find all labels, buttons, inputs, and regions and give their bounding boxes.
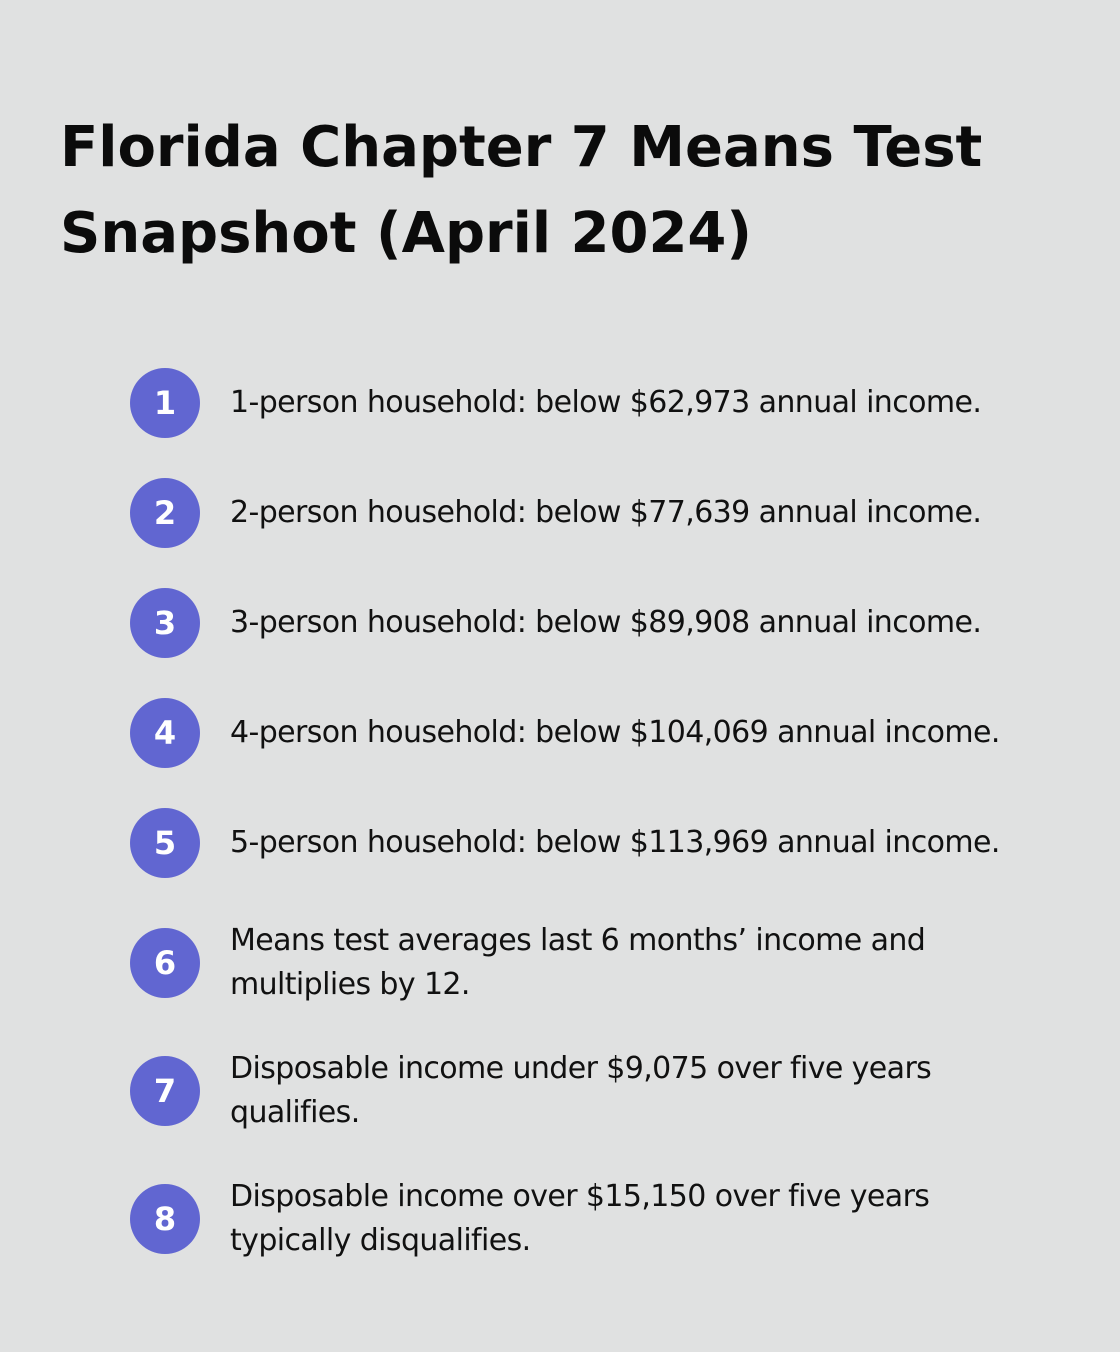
list-item-text: 1-person household: below $62,973 annual income. [230,385,982,420]
list-item-text: Means test averages last 6 months’ income and multiplies by 12. [230,923,926,1002]
list-item-text: 4-person household: below $104,069 annual income. [230,715,1000,750]
list-item [130,919,1050,1007]
step-number-badge: 8 [130,1184,200,1254]
list-item [130,368,1050,438]
step-number-badge: 3 [130,588,200,658]
step-number-badge: 7 [130,1056,200,1126]
list-item-text: 3-person household: below $89,908 annual income. [230,605,982,640]
step-number-badge: 4 [130,698,200,768]
list-item [130,808,1050,878]
step-number-badge: 2 [130,478,200,548]
list-item-text: 2-person household: below $77,639 annual income. [230,495,982,530]
step-number-badge: 6 [130,928,200,998]
list-item-text: Disposable income under $9,075 over five years qualifies. [230,1051,932,1130]
list-item [130,588,1050,658]
step-number-badge: 5 [130,808,200,878]
list-item [130,1047,1050,1135]
step-number-badge: 1 [130,368,200,438]
page-title: Florida Chapter 7 Means Test Snapshot (April 2024) [60,115,983,266]
list-item [130,1175,1050,1263]
list-item-text: Disposable income over $15,150 over five years typically disqualifies. [230,1179,930,1258]
list-item-text: 5-person household: below $113,969 annual income. [230,825,1000,860]
list-item [130,478,1050,548]
list-item [130,698,1050,768]
